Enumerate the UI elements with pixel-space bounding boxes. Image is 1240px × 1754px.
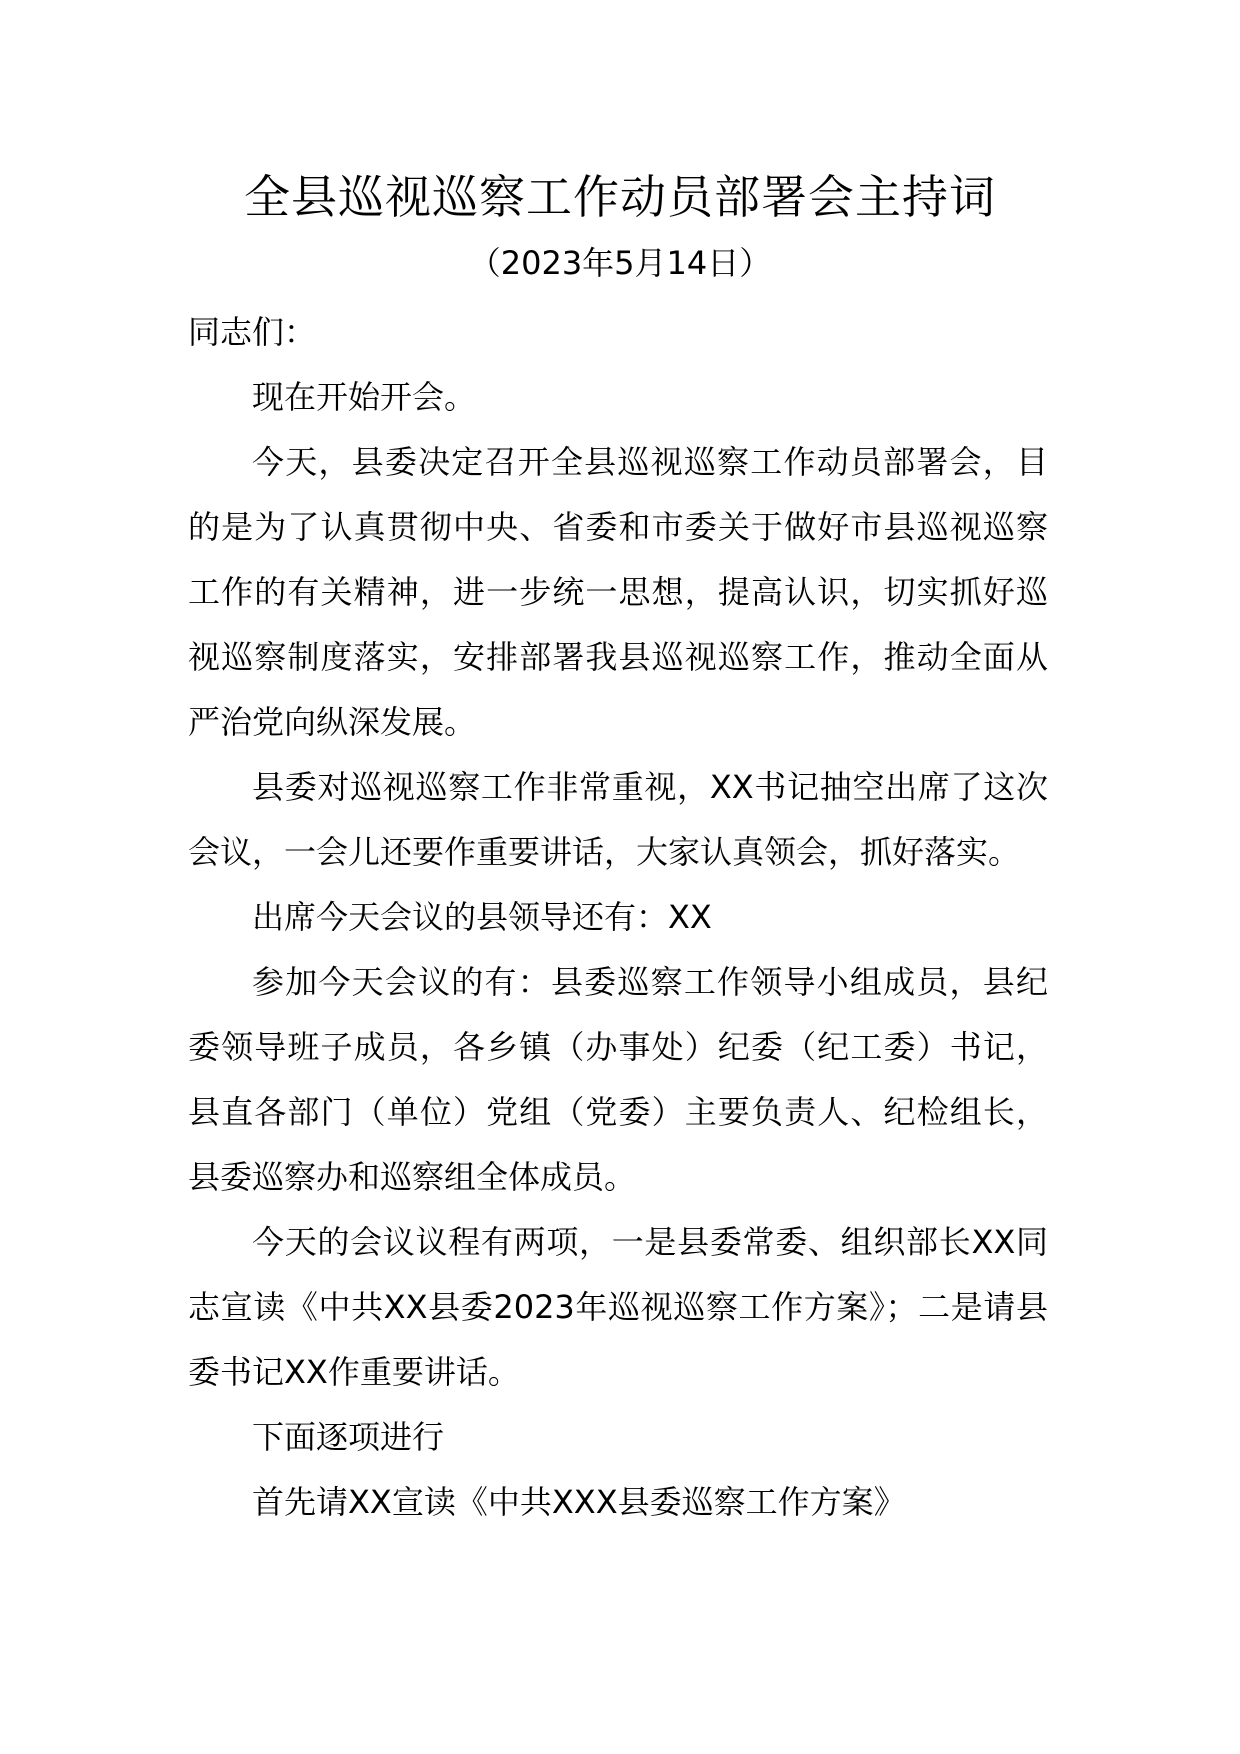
paragraph-first-item: 首先请XX宣读《中共XXX县委巡察工作方案》	[252, 1483, 906, 1521]
paragraph-purpose: 今天，县委决定召开全县巡视巡察工作动员部署会，目的是为了认真贯彻中央、省委和市委关于做好市县巡视巡察工作的有关精神，进一步统一思想，提高认识，切实抓好巡视巡察制度落实，安排部署我县巡视巡察工作，推动全面从严治党向纵深发展。	[188, 443, 1048, 741]
paragraph-agenda: 今天的会议议程有两项，一是县委常委、组织部长XX同志宣读《中共XX县委2023年巡视巡察工作方案》；二是请县委书记XX作重要讲话。	[188, 1223, 1048, 1391]
paragraph-proceed: 下面逐项进行	[252, 1418, 445, 1456]
paragraph-participants: 参加今天会议的有：县委巡察工作领导小组成员，县纪委领导班子成员，各乡镇（办事处）纪委（纪工委）书记，县直各部门（单位）党组（党委）主要负责人、纪检组长，县委巡察办和巡察组全体成员。	[188, 963, 1048, 1196]
paragraph-attention: 县委对巡视巡察工作非常重视，XX书记抽空出席了这次会议，一会儿还要作重要讲话，大家认真领会，抓好落实。	[188, 768, 1048, 871]
salutation: 同志们：	[188, 313, 317, 351]
document-date: （2023年5月14日）	[468, 244, 772, 282]
paragraph-attending-leaders: 出席今天会议的县领导还有：XX	[252, 898, 712, 936]
document-title: 全县巡视巡察工作动员部署会主持词	[244, 170, 996, 224]
document-body	[188, 300, 1048, 1535]
paragraph-opening: 现在开始开会。	[252, 378, 477, 416]
